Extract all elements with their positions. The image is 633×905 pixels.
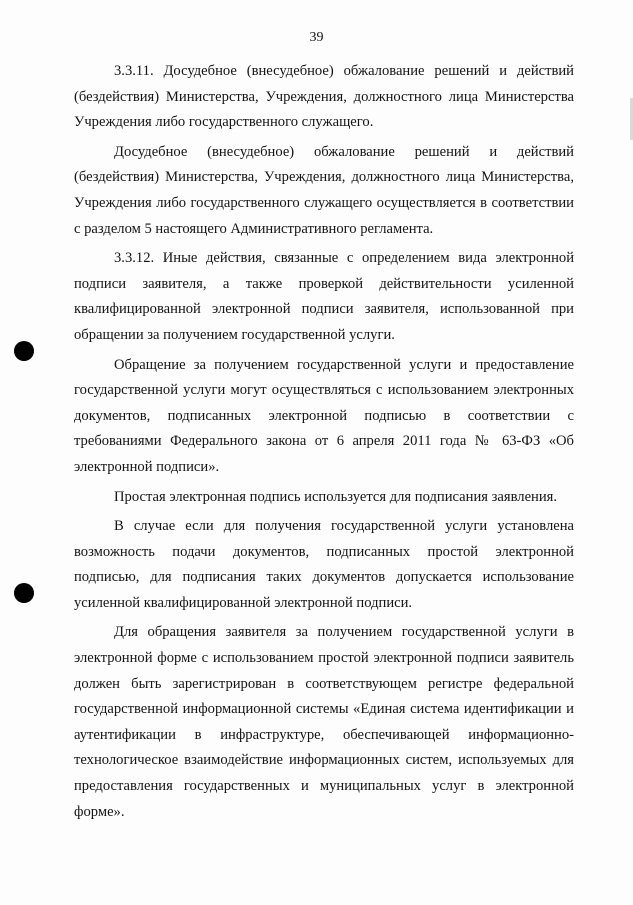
- punch-hole-mark: [14, 583, 34, 603]
- punch-hole-mark: [14, 341, 34, 361]
- paragraph-3-3-11: 3.3.11. Досудебное (внесудебное) обжалование решений и действий (бездействия) Министерства, Учреждения, должностного лица Министерства Учреждения либо государственного служащего.: [74, 63, 574, 131]
- paragraph-electronic-documents: Обращение за получением государственной услуги и предоставление государственной услуги могут осуществляться с использованием электронных документов, подписанных электронной подписью в соответствии с требованиями Федерального закона от 6 апреля 2011 года № 63-ФЗ «Об электронной подписи».: [74, 356, 574, 475]
- document-body: [74, 59, 574, 829]
- paragraph-simple-signature: Простая электронная подпись используется для подписания заявления.: [114, 488, 558, 505]
- paragraph-qualified-signature: В случае если для получения государственной услуги установлена возможность подачи документов, подписанных простой электронной подписью, для подписания таких документов допускается использование усиленной квалифицированной электронной подписи.: [74, 518, 574, 611]
- paragraph-pretrial-appeal: Досудебное (внесудебное) обжалование решений и действий (бездействия) Министерства, Учреждения, должностного лица Министерства, Учреждения либо государственного служащего осуществляется в соответствии с разделом 5 настоящего Административного регламента.: [74, 143, 574, 237]
- paragraph-registration: Для обращения заявителя за получением государственной услуги в электронной форме с использованием простой электронной подписи заявитель должен быть зарегистрирован в соответствующем регистре федеральной государственной информационной системы «Единая система идентификации и аутентификации в инфраструктуре, обеспечивающей информационно-технологическое взаимодействие информационных систем, используемых для предоставления государственных и муниципальных услуг в электронной форме».: [74, 624, 574, 820]
- paragraph-3-3-12: 3.3.12. Иные действия, связанные с определением вида электронной подписи заявителя, а также проверкой действительности усиленной квалифицированной электронной подписи заявителя, использованной при обращении за получением государственной услуги.: [74, 250, 574, 343]
- page-number: 39: [309, 30, 324, 45]
